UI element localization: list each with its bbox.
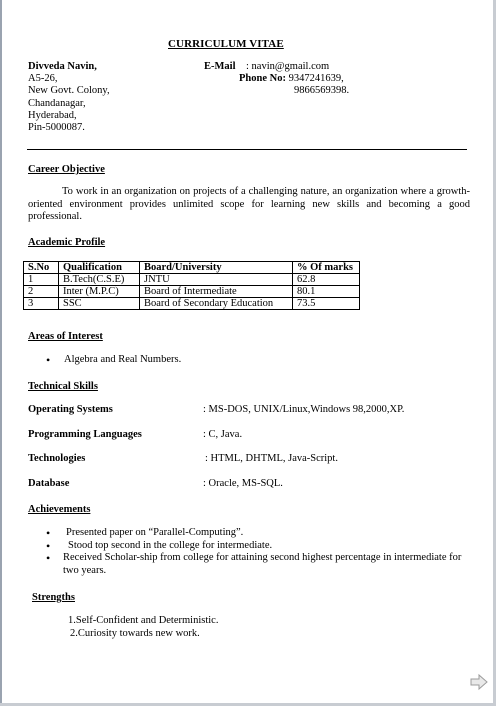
table-cell: 2 [24, 286, 59, 298]
table-cell: Board of Secondary Education [140, 298, 293, 310]
skill-label: Database [28, 478, 70, 489]
table-cell: 3 [24, 298, 59, 310]
career-objective-text: To work in an organization on projects of a challenging nature, an organization where a growth-oriented environment provides unlimited scope for learning new skills and becoming a good professional. [28, 186, 470, 223]
table-row [24, 286, 360, 298]
interest-list [46, 354, 181, 367]
email-label: E-Mail [204, 61, 236, 72]
column-header: Qualification [59, 262, 140, 274]
achievements-heading: Achievements [28, 504, 91, 515]
table-cell: 1 [24, 274, 59, 286]
achievements-list [46, 527, 470, 577]
divider [27, 149, 467, 150]
column-header: % Of marks [293, 262, 360, 274]
table-cell: 62.8 [293, 274, 360, 286]
career-objective-heading: Career Objective [28, 164, 105, 175]
list-item: 1.Self-Confident and Deterministic. [68, 615, 219, 626]
list-item: • Stood top second in the college for intermediate. [46, 540, 470, 553]
table-cell: JNTU [140, 274, 293, 286]
email-value: : navin@gmail.com [246, 61, 330, 72]
academic-profile-heading: Academic Profile [28, 237, 106, 248]
next-arrow-icon[interactable] [469, 672, 489, 692]
list-item: • Presented paper on “Parallel-Computing”. [46, 527, 470, 540]
areas-of-interest-heading: Areas of Interest [28, 331, 103, 342]
table-cell: Inter (M.P.C) [59, 286, 140, 298]
column-header: Board/University [140, 262, 293, 274]
phone-line [239, 73, 344, 85]
document-frame-left [0, 0, 2, 706]
skill-value: : MS-DOS, UNIX/Linux,Windows 98,2000,XP. [203, 404, 405, 415]
list-item: • Algebra and Real Numbers. [46, 354, 181, 367]
technical-skills-heading: Technical Skills [28, 381, 98, 392]
table-header-row [24, 262, 360, 274]
address-block [28, 61, 110, 134]
list-item: 2.Curiosity towards new work. [70, 627, 200, 639]
academic-table [23, 261, 360, 310]
document-title: CURRICULUM VITAE [168, 38, 284, 50]
skill-value: : C, Java. [203, 429, 243, 440]
skill-value: : Oracle, MS-SQL. [203, 478, 283, 489]
strengths-list [68, 615, 218, 641]
candidate-name: Divveda Navin, [28, 61, 97, 72]
table-cell: Board of Intermediate [140, 286, 293, 298]
phone-number-1: 9347241639, [288, 73, 344, 84]
table-row [24, 298, 360, 310]
table-cell: 73.5 [293, 298, 360, 310]
list-item: • Received Scholar-ship from college for attaining second highest percentage in intermediate for two years. [46, 552, 470, 577]
strengths-heading: Strengths [32, 592, 75, 603]
address-line: New Govt. Colony, [28, 85, 110, 97]
address-line: A5-26, [28, 73, 58, 85]
phone-label: Phone No: [239, 73, 286, 84]
email-line [204, 61, 329, 73]
table-row [24, 274, 360, 286]
address-line: Hyderabad, [28, 109, 77, 121]
table-cell: SSC [59, 298, 140, 310]
phone-number-2: 9866569398. [294, 85, 350, 96]
skill-label: Technologies [28, 453, 86, 464]
column-header: S.No [24, 262, 59, 274]
table-cell: 80.1 [293, 286, 360, 298]
skill-label: Programming Languages [28, 429, 142, 440]
address-line: Pin-5000087. [28, 122, 85, 134]
skill-label: Operating Systems [28, 404, 113, 415]
address-line: Chandanagar, [28, 97, 86, 109]
table-cell: B.Tech(C.S.E) [59, 274, 140, 286]
skill-value: : HTML, DHTML, Java-Script. [205, 453, 338, 464]
